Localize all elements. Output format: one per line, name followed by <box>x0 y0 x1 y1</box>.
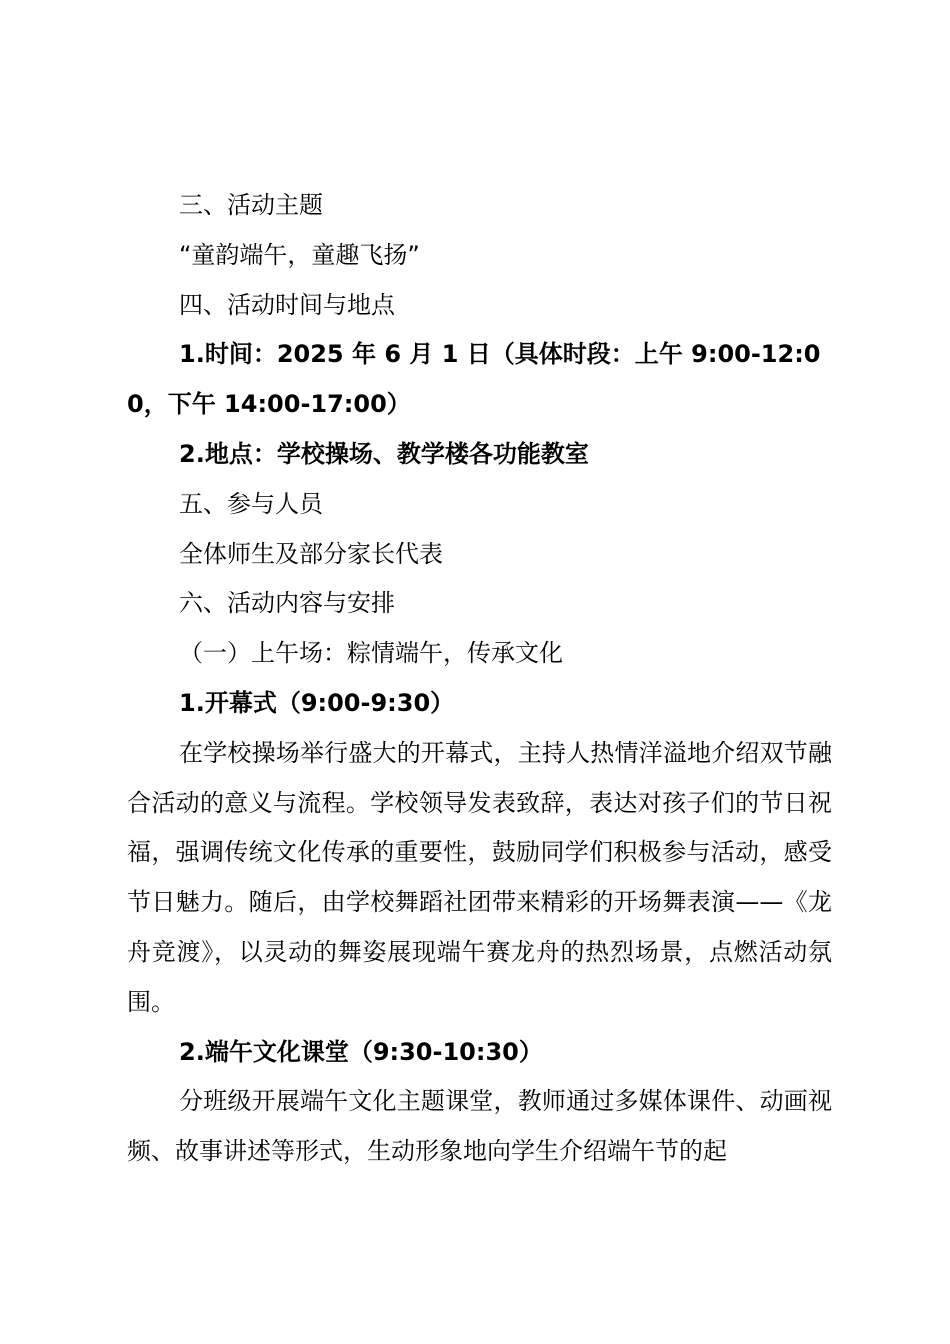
item1-body: 在学校操场举行盛大的开幕式，主持人热情洋溢地介绍双节融合活动的意义与流程。学校领导发表致辞，表达对孩子们的节日祝福，强调传统文化传承的重要性，鼓励同学们积极参与活动，感受节日魅力。随后，由学校舞蹈社团带来精彩的开场舞表演——《龙舟竞渡》，以灵动的舞姿展现端午赛龙舟的热烈场景，点燃活动氛围。 <box>127 738 832 1016</box>
section4-heading: 四、活动时间与地点 <box>179 290 395 319</box>
morning-session-heading: （一）上午场：粽情端午，传承文化 <box>179 639 563 668</box>
item2-title: 2.端午文化课堂（9:30-10:30） <box>179 1037 543 1066</box>
section5-heading: 五、参与人员 <box>179 489 323 518</box>
document-page <box>127 181 832 1177</box>
place-item: 2.地点：学校操场、教学楼各功能教室 <box>179 439 589 468</box>
section6-heading: 六、活动内容与安排 <box>179 589 395 618</box>
section3-heading: 三、活动主题 <box>179 191 323 219</box>
activity-theme: “童韵端午，童趣飞扬” <box>179 240 420 269</box>
item1-title: 1.开幕式（9:00-9:30） <box>179 688 455 717</box>
time-item: 1.时间：2025 年 6 月 1 日（具体时段：上午 9:00-12:00，下午 14:00-17:00） <box>127 340 821 419</box>
participants-text: 全体师生及部分家长代表 <box>179 539 443 568</box>
item2-body: 分班级开展端午文化主题课堂，教师通过多媒体课件、动画视频、故事讲述等形式，生动形象地向学生介绍端午节的起 <box>127 1087 832 1166</box>
